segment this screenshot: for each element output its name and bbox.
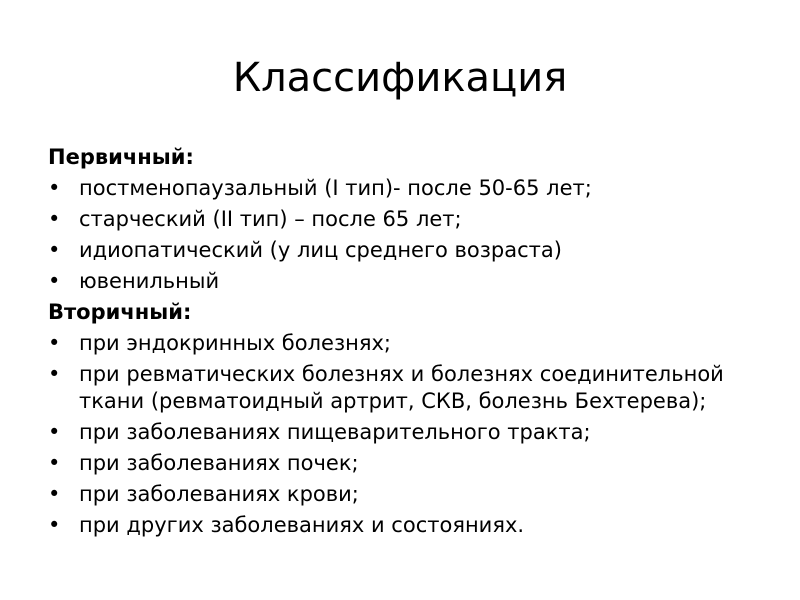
secondary-list [48, 328, 768, 541]
bullet-icon: • [48, 482, 61, 506]
list-item [48, 173, 768, 204]
list-item [48, 448, 768, 479]
bullet-icon: • [48, 238, 61, 262]
bullet-icon: • [48, 513, 61, 537]
list-item-text: при заболеваниях почек; [79, 451, 359, 475]
list-item-text: при заболеваниях крови; [79, 482, 359, 506]
bullet-icon: • [48, 451, 61, 475]
section-secondary [48, 297, 768, 541]
section-heading-primary: Первичный: [48, 145, 194, 169]
slide-content [48, 142, 768, 541]
list-item [48, 417, 768, 448]
slide-title: Классификация [232, 55, 568, 101]
list-item-text: идиопатический (у лиц среднего возраста) [79, 238, 562, 262]
bullet-icon: • [48, 207, 61, 231]
list-item-text: при других заболеваниях и состояниях. [79, 513, 525, 537]
list-item-text: постменопаузальный (I тип)- после 50-65 лет; [79, 176, 592, 200]
section-heading-secondary: Вторичный: [48, 300, 192, 324]
list-item [48, 510, 768, 541]
list-item-text: при заболеваниях пищеварительного тракта; [79, 420, 591, 444]
list-item-text: при эндокринных болезнях; [79, 331, 391, 355]
list-item [48, 479, 768, 510]
bullet-icon: • [48, 269, 61, 293]
list-item-text: ювенильный [79, 269, 220, 293]
list-item-text: старческий (II тип) – после 65 лет; [79, 207, 462, 231]
section-primary [48, 142, 768, 297]
list-item [48, 359, 768, 417]
list-item [48, 235, 768, 266]
list-item [48, 204, 768, 235]
bullet-icon: • [48, 176, 61, 200]
list-item [48, 266, 768, 297]
list-item-text: при ревматических болезнях и болезнях соединительной ткани (ревматоидный артрит, СКВ, болезнь Бехтерева); [79, 362, 724, 413]
list-item [48, 328, 768, 359]
bullet-icon: • [48, 420, 61, 444]
bullet-icon: • [48, 362, 61, 386]
primary-list [48, 173, 768, 297]
bullet-icon: • [48, 331, 61, 355]
